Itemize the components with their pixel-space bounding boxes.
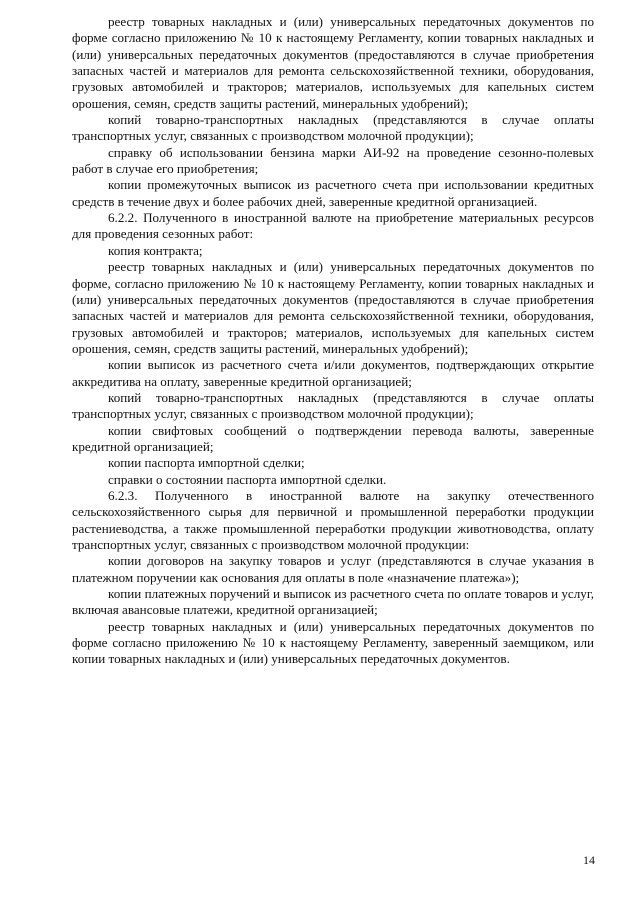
paragraph-transport-waybills-2: копий товарно-транспортных накладных (представляются в случае оплаты транспортных услуг, связанных с производством молочной продукции); xyxy=(72,389,594,422)
page-number: 14 xyxy=(583,853,595,867)
paragraph-registry-invoices-3: реестр товарных накладных и (или) универсальных передаточных документов по форме согласно приложению № 10 к настоящему Регламенту, заверенный заемщиком, или копии товарных накладных и (или) универсальных передаточных документов. xyxy=(72,618,594,667)
document-body xyxy=(72,14,594,668)
paragraph-transport-waybills: копий товарно-транспортных накладных (представляются в случае оплаты транспортных услуг, связанных с производством молочной продукции); xyxy=(72,112,594,144)
paragraph-payment-orders: копии платежных поручений и выписок из расчетного счета по оплате товаров и услуг, включая авансовые платежи, кредитной организацией; xyxy=(72,586,594,618)
paragraph-import-passport-status: справки о состоянии паспорта импортной сделки. xyxy=(108,471,387,487)
paragraph-interim-statements: копии промежуточных выписок из расчетного счета при использовании кредитных средств в течение двух и более рабочих дней, заверенные кредитной организацией. xyxy=(72,177,594,209)
paragraph-import-passport: копии паспорта импортной сделки; xyxy=(108,455,305,471)
paragraph-swift-messages: копии свифтовых сообщений о подтверждении перевода валюты, заверенные кредитной организацией; xyxy=(72,422,594,454)
section-heading-6-2-3: 6.2.3. Полученного в иностранной валюте на закупку отечественного сельскохозяйственного сырья для первичной и промышленной переработки продукции растениеводства, а также промышленной переработки продукции животноводства, оплату транспортных услуг, связанных с производством молочной продукции: xyxy=(72,487,594,552)
paragraph-contract-copy: копия контракта; xyxy=(108,242,203,258)
paragraph-registry-invoices: реестр товарных накладных и (или) универсальных передаточных документов по форме согласно приложению № 10 к настоящему Регламенту, копии товарных накладных и (или) универсальных передаточных документов (предоставляются в случае приобретения запасных частей и материалов для ремонта сельскохозяйственной техники, оборудования, грузовых автомобилей и тракторов; материалов, используемых для капельных систем орошения, семян, средств защиты растений, минеральных удобрений); xyxy=(72,14,594,111)
paragraph-purchase-contracts: копии договоров на закупку товаров и услуг (представляются в случае указания в платежном поручении как основания для оплаты в поле «назначение платежа»); xyxy=(72,553,594,585)
paragraph-gasoline-certificate: справку об использовании бензина марки АИ-92 на проведение сезонно-полевых работ в случае его приобретения; xyxy=(72,144,594,177)
paragraph-registry-invoices-2: реестр товарных накладных и (или) универсальных передаточных документов по форме, согласно приложению № 10 к настоящему Регламенту, копии товарных накладных и (или) универсальных передаточных документов (предоставляются в случае приобретения запасных частей и материалов для ремонта сельскохозяйственной техники, оборудования, грузовых автомобилей и тракторов; материалов, используемых для капельных систем орошения, семян, средств защиты растений, минеральных удобрений); xyxy=(72,259,594,356)
section-heading-6-2-2: 6.2.2. Полученного в иностранной валюте на приобретение материальных ресурсов для проведения сезонных работ: xyxy=(72,210,594,242)
paragraph-account-statements: копии выписок из расчетного счета и/или документов, подтверждающих открытие аккредитива на оплату, заверенные кредитной организацией; xyxy=(72,357,594,389)
